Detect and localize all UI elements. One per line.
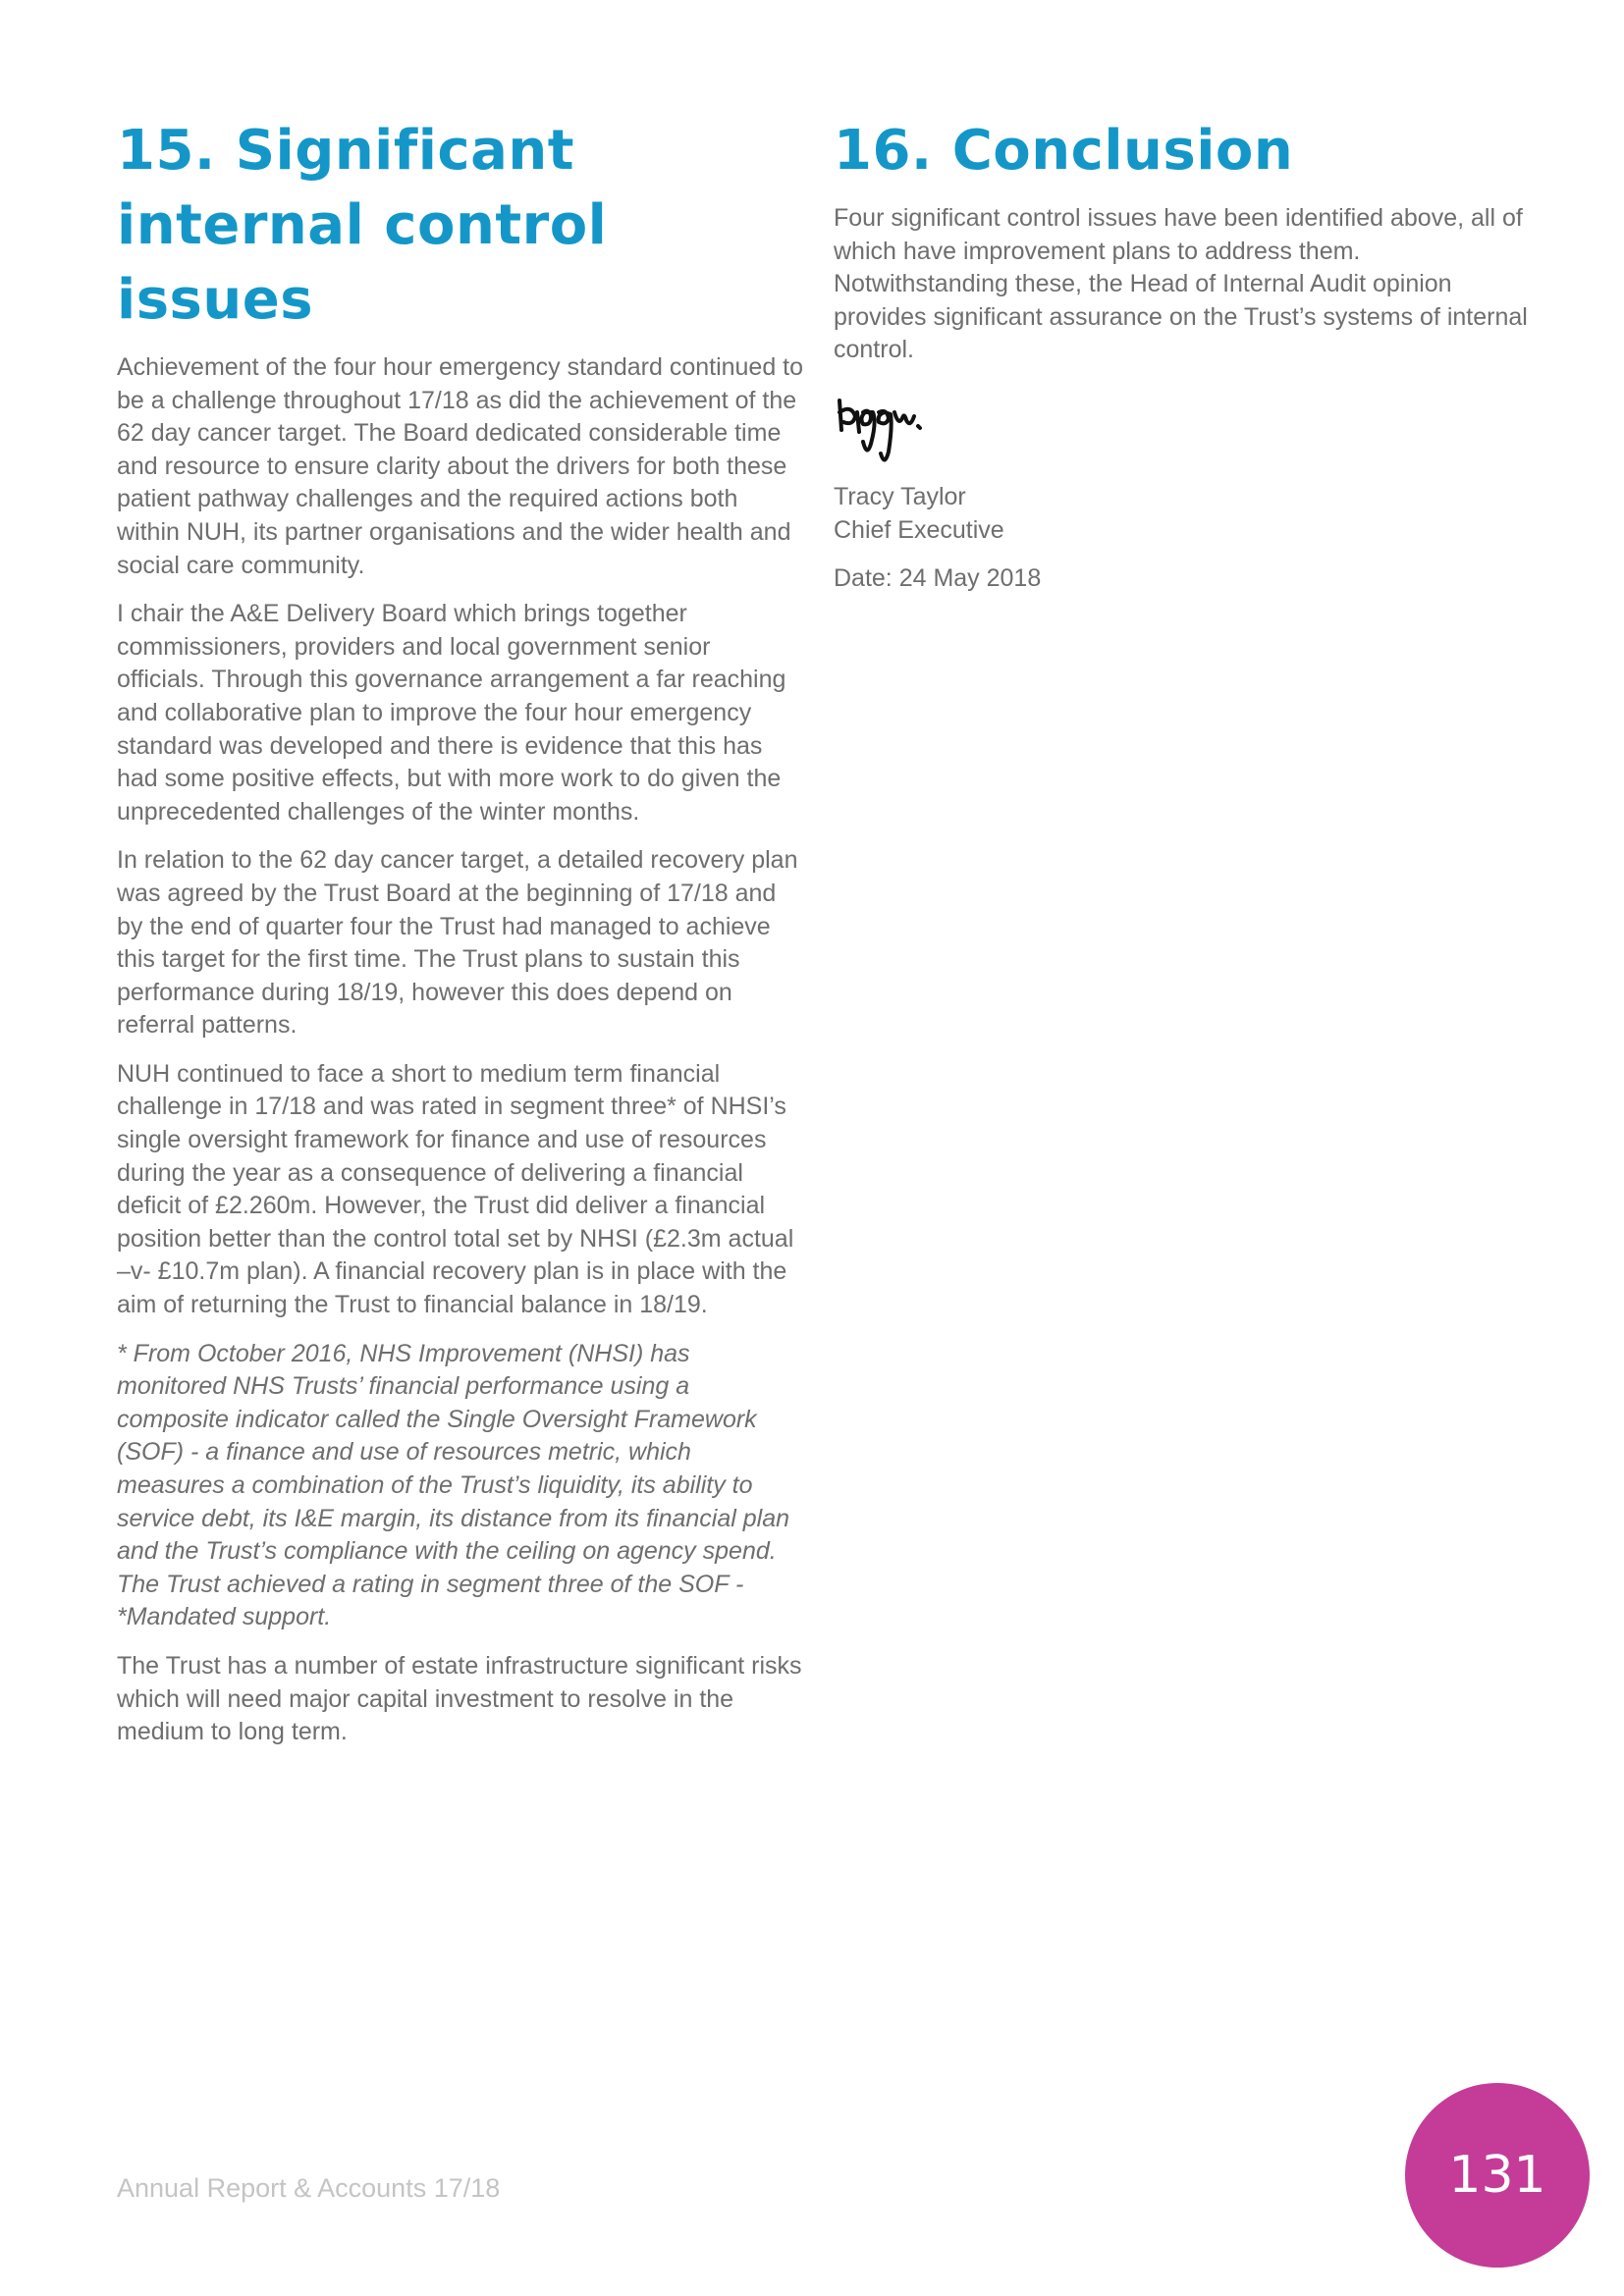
section-16-heading: 16. Conclusion: [834, 119, 1294, 183]
section-15-footnote: * From October 2016, NHS Improvement (NHSI) has monitored NHS Trusts’ financial performance using a composite indicator called the Single Oversight Framework (SOF) - a finance and use of resources metric, which measures a combination of the Trust’s liquidity, its ability to service debt, its I&E margin, its distance from its financial plan and the Trust’s compliance with the ceiling on agency spend. The Trust achieved a rating in segment three of the SOF - *Mandated support.: [117, 1339, 790, 1631]
signatory-title: Chief Executive: [834, 515, 1004, 544]
section-15-paragraph-1: Achievement of the four hour emergency standard continued to be a challenge throughout 17/18 as did the achievement of the 62 day cancer target. The Board dedicated considerable time and resource to ensure clarity about the drivers for both these patient pathway challenges and the required actions both within NUH, its partner organisations and the wider health and social care community.: [117, 353, 804, 579]
page-number: 131: [1448, 2146, 1546, 2205]
section-15-paragraph-2: I chair the A&E Delivery Board which brings together commissioners, providers and local government senior officials. Through this governance arrangement a far reaching and collaborative plan to improve the four hour emergency standard was developed and there is evidence that this has had some positive effects, but with more work to do given the unprecedented challenges of the winter months.: [117, 600, 786, 826]
signature-icon: [834, 383, 1030, 481]
section-15: [117, 114, 804, 1765]
signatory-name: Tracy Taylor: [834, 482, 966, 510]
section-15-paragraph-3: In relation to the 62 day cancer target, a detailed recovery plan was agreed by the Trust Board at the beginning of 17/18 and by the end of quarter four the Trust had managed to achieve this target for the first time. The Trust plans to sustain this performance during 18/19, however this does depend on referral patterns.: [117, 846, 798, 1040]
section-15-closing-paragraph: The Trust has a number of estate infrastructure significant risks which will need major capital investment to resolve in the medium to long term.: [117, 1651, 802, 1746]
section-16-paragraph: Four significant control issues have been identified above, all of which have improvement plans to address them. Notwithstanding these, the Head of Internal Audit opinion provides significant assurance on the Trust’s systems of internal control.: [834, 204, 1528, 364]
section-15-heading: 15. Significant internal control issues: [117, 119, 608, 332]
footer-publication-title: Annual Report & Accounts 17/18: [117, 2173, 501, 2203]
page-number-badge: [1405, 2083, 1590, 2268]
section-16: [834, 114, 1531, 596]
section-15-paragraph-4: NUH continued to face a short to medium term financial challenge in 17/18 and was rated in segment three* of NHSI’s single oversight framework for finance and use of resources during the year as a consequence of delivering a financial deficit of £2.260m. However, the Trust did deliver a financial position better than the control total set by NHSI (£2.3m actual –v- £10.7m plan). A financial recovery plan is in place with the aim of returning the Trust to financial balance in 18/19.: [117, 1059, 794, 1319]
signature-date: Date: 24 May 2018: [834, 564, 1042, 593]
